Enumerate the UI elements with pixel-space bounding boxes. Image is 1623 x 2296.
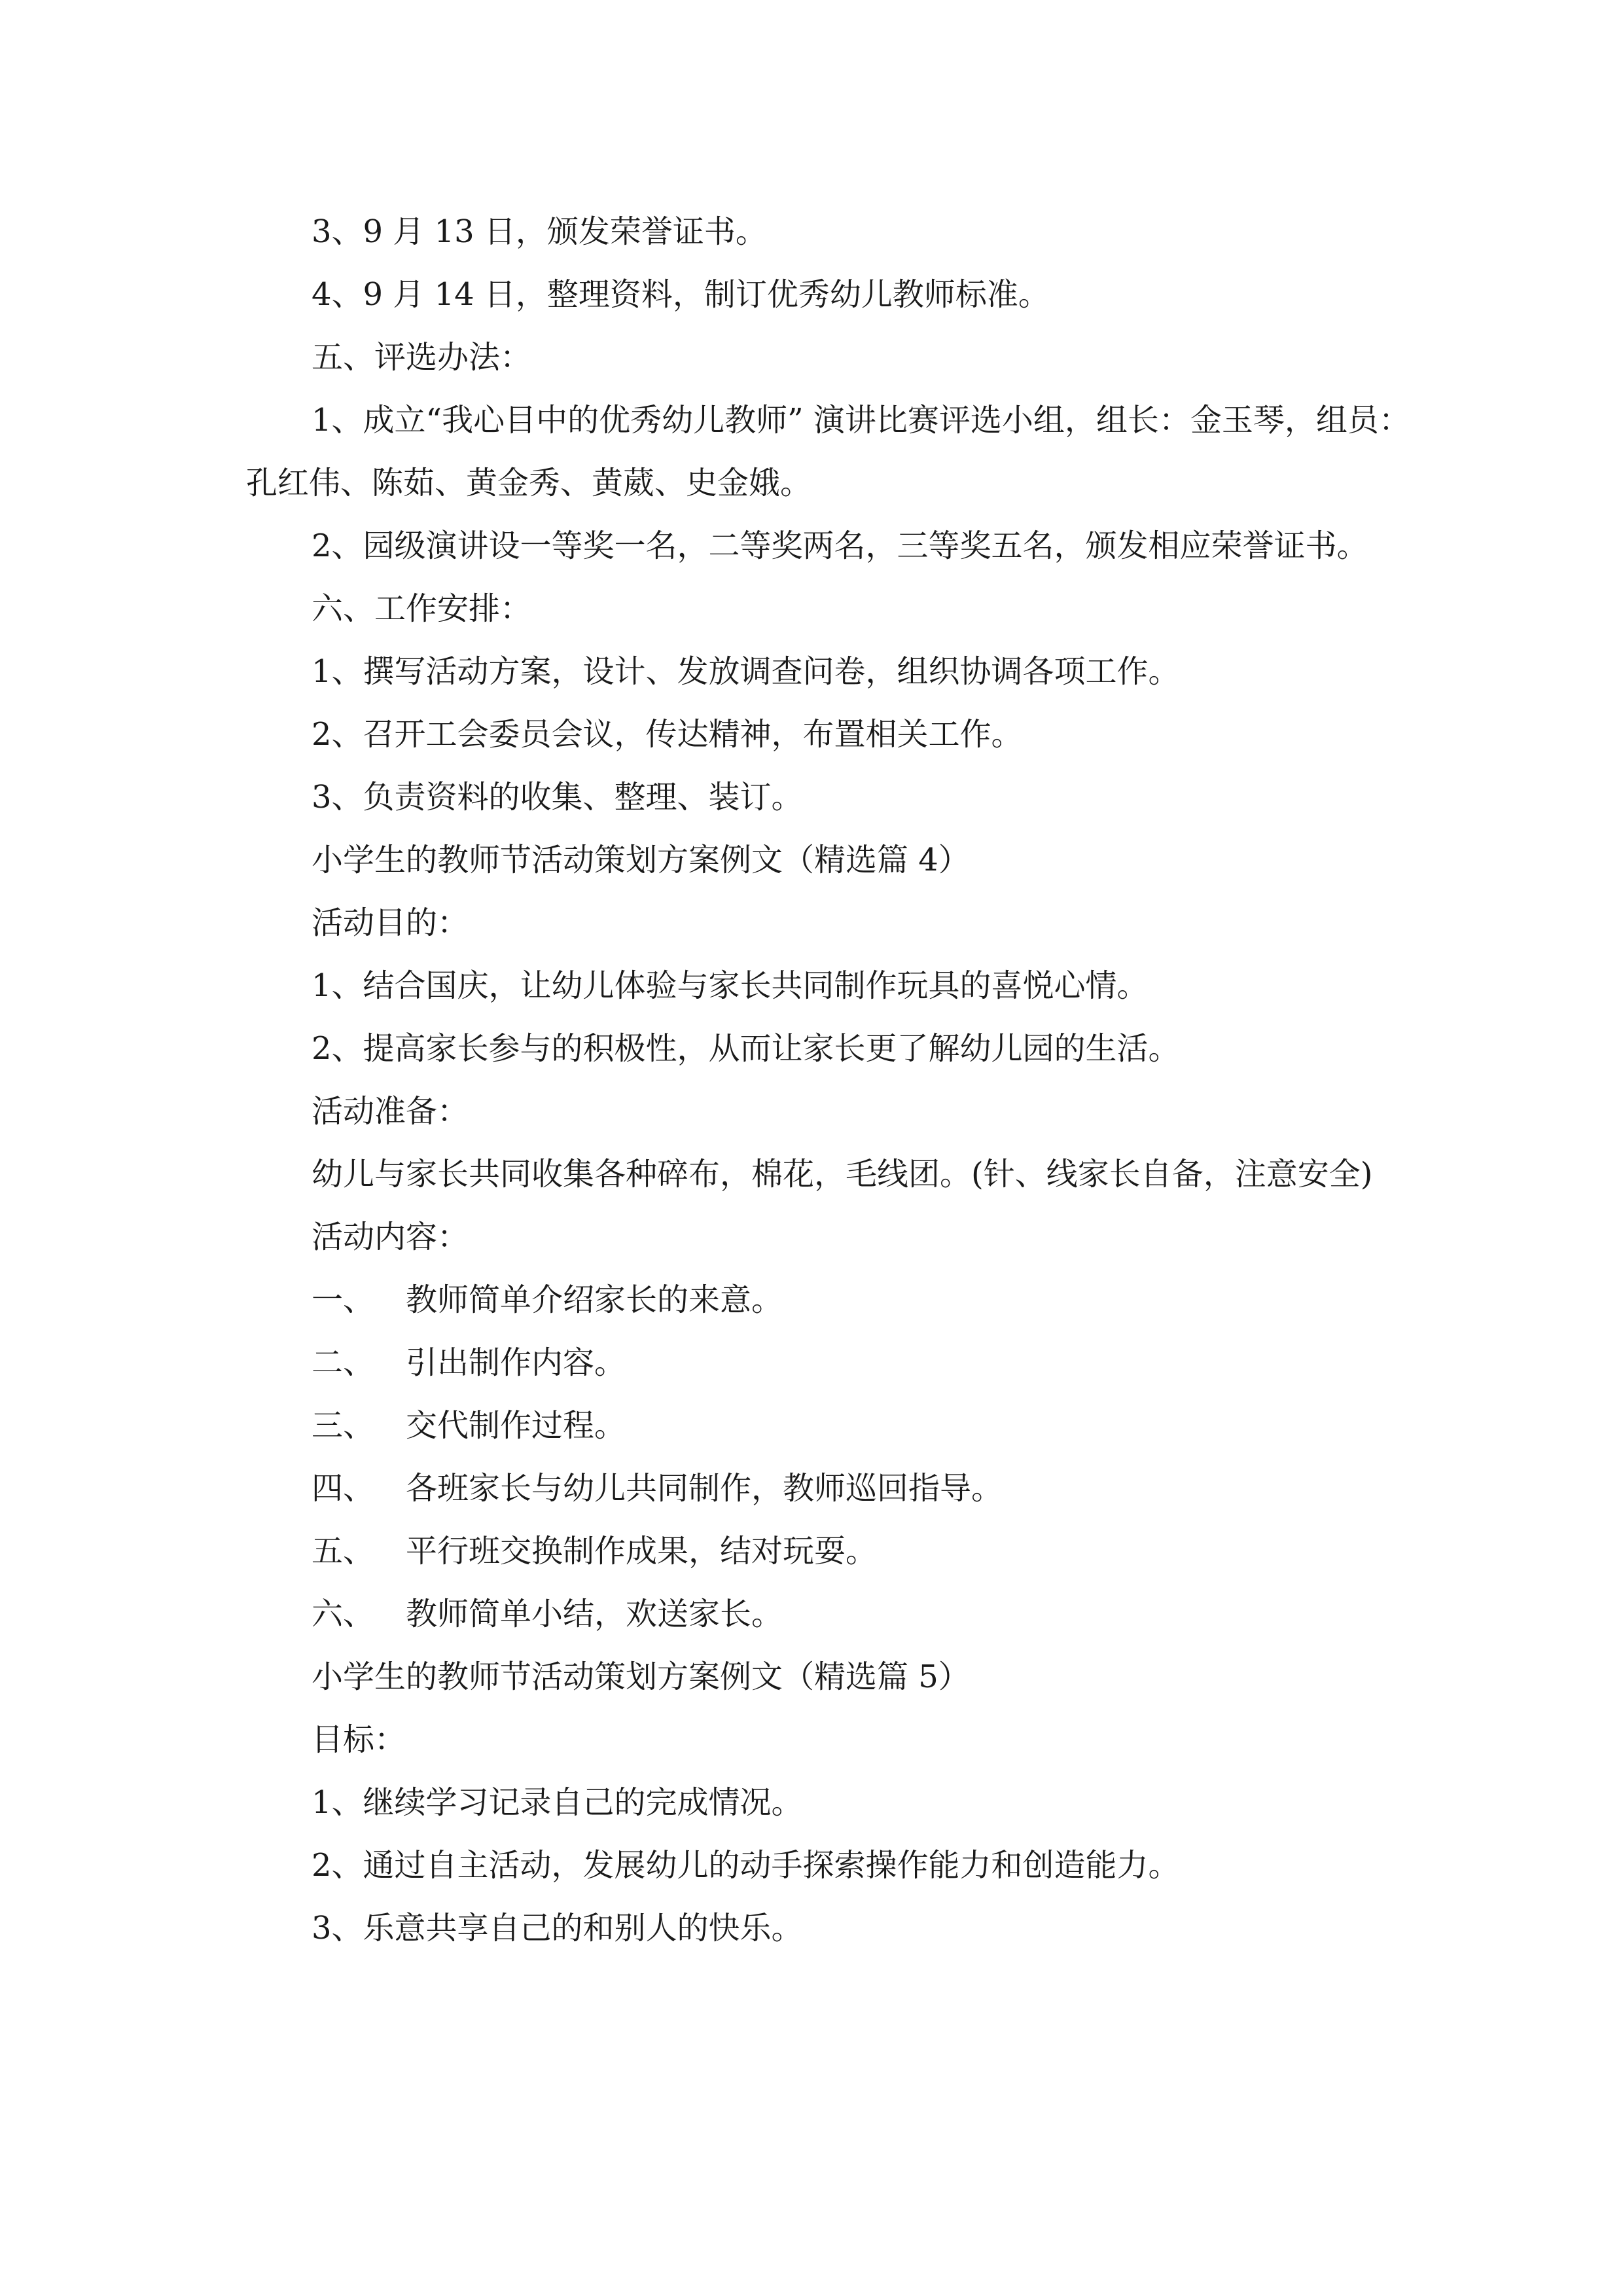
paragraph: 3、乐意共享自己的和别人的快乐。: [312, 1910, 803, 1946]
list-marker: 六、: [312, 1596, 375, 1632]
paragraph: 1、继续学习记录自己的完成情况。: [312, 1784, 803, 1821]
list-text: 教师简单介绍家长的来意。: [406, 1282, 783, 1318]
list-marker: 一、: [312, 1282, 375, 1318]
list-marker: 四、: [312, 1470, 375, 1507]
list-text: 各班家长与幼儿共同制作，教师巡回指导。: [406, 1470, 1003, 1507]
paragraph: 2、园级演讲设一等奖一名，二等奖两名，三等奖五名，颁发相应荣誉证书。: [312, 528, 1368, 564]
section-heading: 五、评选办法：: [312, 339, 532, 376]
paragraph: 1、成立“我心目中的优秀幼儿教师” 演讲比赛评选小组，组长：金玉琴，组员：孔红伟、陈茹、黄金秀、黄葳、史金娥。: [246, 402, 1410, 501]
paragraph: 1、撰写活动方案，设计、发放调查问卷，组织协调各项工作。: [312, 653, 1180, 690]
section-heading: 活动内容：: [312, 1219, 469, 1255]
paragraph: 1、结合国庆，让幼儿体验与家长共同制作玩具的喜悦心情。: [312, 967, 1149, 1004]
list-marker: 二、: [312, 1344, 375, 1381]
list-item: [246, 1394, 1411, 1457]
list-item: [246, 1583, 1411, 1645]
section-heading: 目标：: [312, 1721, 406, 1758]
paragraph: 3、9 月 13 日，颁发荣誉证书。: [312, 213, 767, 250]
list-marker: 五、: [312, 1533, 375, 1570]
paragraph: 幼儿与家长共同收集各种碎布，棉花，毛线团。(针、线家长自备，注意安全): [312, 1156, 1373, 1193]
list-text: 教师简单小结，欢送家长。: [406, 1596, 783, 1632]
article-title: 小学生的教师节活动策划方案例文（精选篇 5）: [312, 1659, 970, 1695]
paragraph: 2、召开工会委员会议，传达精神，布置相关工作。: [312, 716, 1023, 753]
list-text: 引出制作内容。: [406, 1344, 626, 1381]
article-title: 小学生的教师节活动策划方案例文（精选篇 4）: [312, 842, 970, 878]
list-item: [246, 1268, 1411, 1331]
paragraph: 4、9 月 14 日，整理资料，制订优秀幼儿教师标准。: [312, 276, 1050, 313]
list-text: 交代制作过程。: [406, 1407, 626, 1444]
list-item: [246, 1520, 1411, 1583]
list-marker: 三、: [312, 1407, 375, 1444]
document-body: [246, 200, 1411, 1960]
section-heading: 活动目的：: [312, 905, 469, 941]
section-heading: 六、工作安排：: [312, 590, 532, 627]
section-heading: 活动准备：: [312, 1093, 469, 1130]
paragraph: 2、通过自主活动，发展幼儿的动手探索操作能力和创造能力。: [312, 1847, 1180, 1884]
list-text: 平行班交换制作成果，结对玩耍。: [406, 1533, 878, 1570]
list-item: [246, 1331, 1411, 1394]
paragraph: 2、提高家长参与的积极性，从而让家长更了解幼儿园的生活。: [312, 1030, 1180, 1067]
list-item: [246, 1457, 1411, 1520]
paragraph: 3、负责资料的收集、整理、装订。: [312, 779, 803, 816]
